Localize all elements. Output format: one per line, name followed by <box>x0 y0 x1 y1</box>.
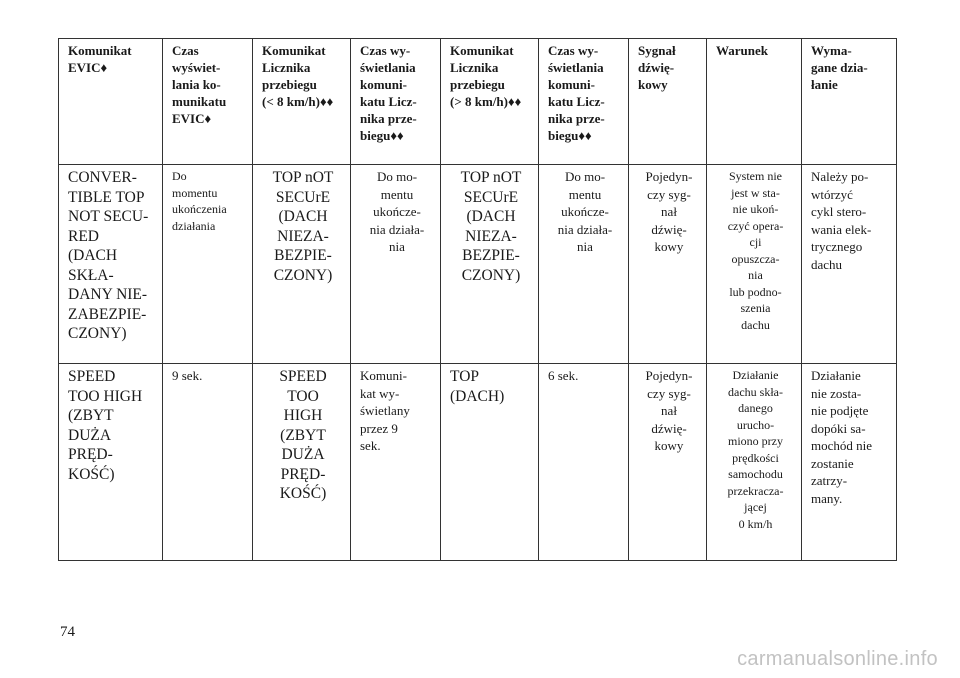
table-cell: TOP nOT SECUrE (DACH NIEZA- BEZPIE- CZONY) <box>253 165 351 364</box>
table-cell: System nie jest w sta- nie ukoń- czyć opera- cji opuszcza- nia lub podno- szenia dachu <box>707 165 802 364</box>
table-cell: SPEED TOO HIGH (ZBYT DUŻA PRĘD- KOŚĆ) <box>59 364 163 561</box>
message-table <box>58 38 897 561</box>
table-cell: Do mo- mentu ukończe- nia działa- nia <box>539 165 629 364</box>
header-odometer-message-low-speed: Komunikat Licznika przebiegu (< 8 km/h)♦♦ <box>253 39 351 165</box>
table-cell: Komuni- kat wy- świetlany przez 9 sek. <box>351 364 441 561</box>
table-cell: SPEED TOO HIGH (ZBYT DUŻA PRĘD- KOŚĆ) <box>253 364 351 561</box>
header-evic-display-time: Czas wyświet- lania ko- munikatu EVIC♦ <box>163 39 253 165</box>
table-cell: CONVER- TIBLE TOP NOT SECU- RED (DACH SKŁA- DANY NIE- ZABEZPIE- CZONY) <box>59 165 163 364</box>
page-number: 74 <box>60 624 75 640</box>
table-cell: Działanie nie zosta- nie podjęte dopóki sa- mochód nie zostanie zatrzy- many. <box>802 364 897 561</box>
table-cell: Pojedyn- czy syg- nał dźwię- kowy <box>629 165 707 364</box>
header-condition: Warunek <box>707 39 802 165</box>
table-cell: 6 sek. <box>539 364 629 561</box>
header-odometer-display-time-high-speed: Czas wy- świetlania komuni- katu Licz- nika prze- biegu♦♦ <box>539 39 629 165</box>
watermark-text: carmanualsonline.info <box>737 648 938 670</box>
table-row <box>59 165 897 364</box>
table-cell: Do momentu ukończenia działania <box>163 165 253 364</box>
table-cell: TOP (DACH) <box>441 364 539 561</box>
table-cell: Należy po- wtórzyć cykl stero- wania elek- trycznego dachu <box>802 165 897 364</box>
table-row <box>59 364 897 561</box>
header-odometer-message-high-speed: Komunikat Licznika przebiegu (> 8 km/h)♦♦ <box>441 39 539 165</box>
table-cell: Do mo- mentu ukończe- nia działa- nia <box>351 165 441 364</box>
header-odometer-display-time-low-speed: Czas wy- świetlania komuni- katu Licz- nika prze- biegu♦♦ <box>351 39 441 165</box>
header-required-action: Wyma- gane dzia- łanie <box>802 39 897 165</box>
header-sound-signal: Sygnał dźwię- kowy <box>629 39 707 165</box>
table-cell: Pojedyn- czy syg- nał dźwię- kowy <box>629 364 707 561</box>
table-cell: Działanie dachu skła- danego urucho- miono przy prędkości samochodu przekracza- jącej 0 km/h <box>707 364 802 561</box>
table-cell: TOP nOT SECUrE (DACH NIEZA- BEZPIE- CZONY) <box>441 165 539 364</box>
header-evic-message: Komunikat EVIC♦ <box>59 39 163 165</box>
table-header-row <box>59 39 897 165</box>
table-cell: 9 sek. <box>163 364 253 561</box>
